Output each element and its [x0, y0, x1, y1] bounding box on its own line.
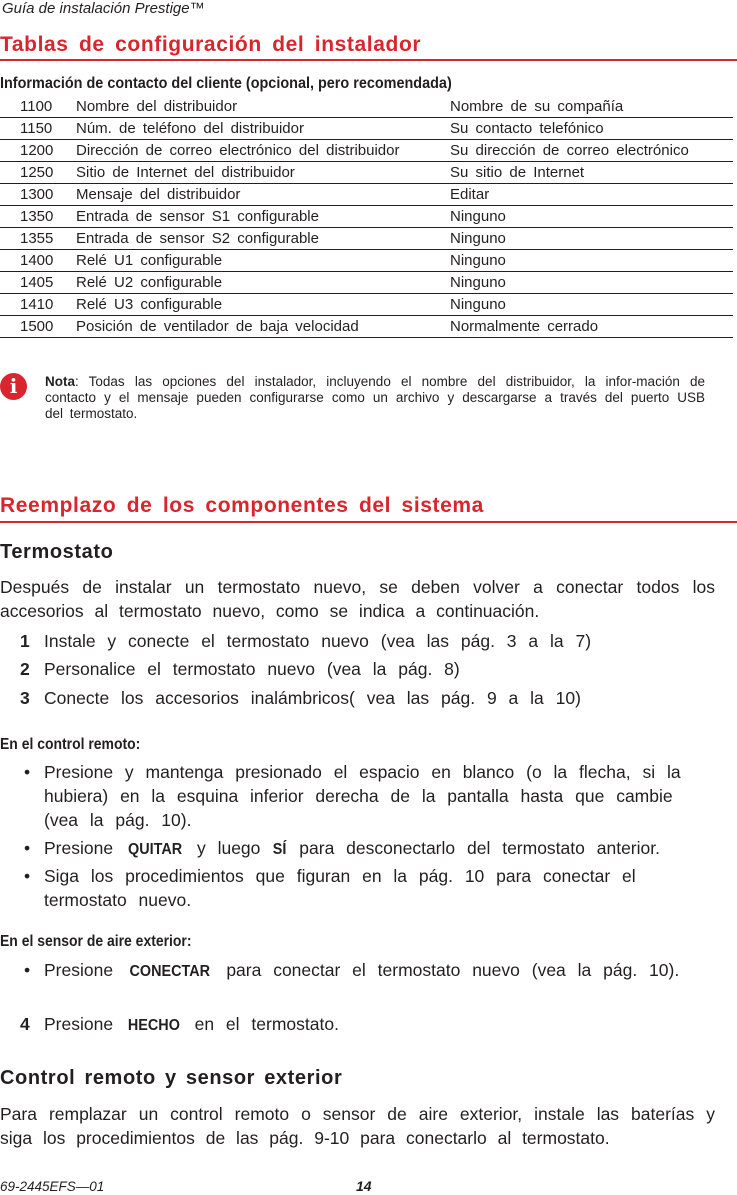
section-divider — [0, 521, 737, 523]
section-title-replacement: Reemplazo de los componentes del sistema — [0, 494, 484, 517]
step-text: Presione HECHO en el termostato. — [44, 1012, 716, 1038]
bullet-icon: • — [24, 838, 31, 858]
row-setting-name: Entrada de sensor S2 configurable — [76, 228, 450, 250]
row-code: 1400 — [0, 250, 76, 272]
bullet-icon: • — [24, 866, 31, 886]
list-item — [0, 958, 737, 1006]
table-heading: Información de contacto del cliente (opcional, pero recomendada) — [0, 75, 452, 92]
row-default-value: Su sitio de Internet — [450, 162, 733, 184]
row-default-value: Nombre de su compañía — [450, 96, 733, 118]
page-number: 14 — [356, 1178, 372, 1194]
bullet-icon: • — [24, 960, 31, 980]
row-code: 1100 — [0, 96, 76, 118]
row-setting-name: Entrada de sensor S1 configurable — [76, 206, 450, 228]
bullet-text: Presione CONECTAR para conectar el termostato nuevo (vea la pág. 10). — [44, 958, 684, 984]
row-default-value: Ninguno — [450, 250, 733, 272]
section-title-installer-tables: Tablas de configuración del instalador — [0, 33, 422, 56]
keyword-hecho: HECHO — [127, 1017, 180, 1034]
step-number: 1 — [20, 631, 30, 651]
step-number: 2 — [20, 659, 30, 679]
row-code: 1500 — [0, 316, 76, 338]
row-code: 1405 — [0, 272, 76, 294]
remote-control-heading: En el control remoto: — [0, 736, 141, 753]
list-item — [0, 629, 737, 653]
row-default-value: Ninguno — [450, 272, 733, 294]
step-text: Personalice el termostato nuevo (vea la pág. 8) — [44, 659, 460, 679]
step-number: 3 — [20, 688, 30, 708]
bullet-text: Siga los procedimientos que figuran en la pág. 10 para conectar el termostato nuevo. — [44, 866, 636, 910]
row-setting-name: Mensaje del distribuidor — [76, 184, 450, 206]
row-default-value: Ninguno — [450, 228, 733, 250]
row-code: 1250 — [0, 162, 76, 184]
list-item — [0, 760, 737, 832]
replace-line-1: Para remplazar un control remoto o sensor de aire exterior, instale las baterías y — [0, 1104, 715, 1124]
row-code: 1150 — [0, 118, 76, 140]
note-body: : Todas las opciones del instalador, incluyendo el nombre del distribuidor, la infor-mación de contacto y el mensaje pueden configurarse como un archivo y descargarse a través del puerto USB del termostato. — [45, 374, 705, 421]
note-label: Nota — [45, 374, 75, 389]
document-title: Guía de instalación Prestige™ — [2, 0, 205, 17]
list-item — [0, 657, 737, 681]
intro-line-1: Después de instalar un termostato nuevo, se deben volver a conectar todos los — [0, 577, 715, 597]
row-code: 1410 — [0, 294, 76, 316]
row-setting-name: Nombre del distribuidor — [76, 96, 450, 118]
table-row — [0, 184, 733, 206]
remote-sensor-heading: Control remoto y sensor exterior — [0, 1067, 343, 1089]
step-text: Conecte los accesorios inalámbricos( vea las pág. 9 a la 10) — [44, 688, 581, 708]
table-row — [0, 316, 733, 338]
row-default-value: Ninguno — [450, 294, 733, 316]
row-default-value: Su contacto telefónico — [450, 118, 733, 140]
table-row — [0, 162, 733, 184]
row-setting-name: Núm. de teléfono del distribuidor — [76, 118, 450, 140]
installer-config-table — [0, 96, 733, 338]
table-row — [0, 206, 733, 228]
row-code: 1200 — [0, 140, 76, 162]
row-code: 1355 — [0, 228, 76, 250]
row-setting-name: Sitio de Internet del distribuidor — [76, 162, 450, 184]
keyword-si: SÍ — [273, 841, 287, 858]
replace-line-2: siga los procedimientos de las pág. 9-10 para conectarlo al termostato. — [0, 1128, 610, 1148]
table-row — [0, 228, 733, 250]
row-default-value: Normalmente cerrado — [450, 316, 733, 338]
table-row — [0, 272, 733, 294]
row-default-value: Ninguno — [450, 206, 733, 228]
row-setting-name: Posición de ventilador de baja velocidad — [76, 316, 450, 338]
step-number: 4 — [20, 1014, 30, 1034]
list-item — [0, 836, 737, 860]
info-icon: i — [0, 373, 27, 400]
row-default-value: Editar — [450, 184, 733, 206]
thermostat-heading: Termostato — [0, 541, 114, 563]
table-row — [0, 250, 733, 272]
bullet-text: Presione QUITAR y luego SÍ para desconectarlo del termostato anterior. — [44, 836, 716, 862]
row-setting-name: Dirección de correo electrónico del distribuidor — [76, 140, 450, 162]
table-row — [0, 140, 733, 162]
row-code: 1300 — [0, 184, 76, 206]
step-text: Instale y conecte el termostato nuevo (vea las pág. 3 a la 7) — [44, 631, 592, 651]
list-item — [0, 1012, 737, 1036]
row-code: 1350 — [0, 206, 76, 228]
row-setting-name: Relé U1 configurable — [76, 250, 450, 272]
row-setting-name: Relé U2 configurable — [76, 272, 450, 294]
table-row — [0, 294, 733, 316]
note-text — [45, 374, 705, 422]
intro-line-2: accesorios al termostato nuevo, como se indica a continuación. — [0, 601, 540, 621]
bullet-icon: • — [24, 762, 31, 782]
table-row — [0, 118, 733, 140]
table-row — [0, 96, 733, 118]
row-default-value: Su dirección de correo electrónico — [450, 140, 733, 162]
bullet-text: Presione y mantenga presionado el espacio en blanco (o la flecha, si la hubiera) en la esquina inferior derecha de la pantalla hasta que cambie (vea la pág. 10). — [44, 762, 681, 830]
keyword-quitar: QUITAR — [127, 841, 183, 858]
section-divider — [0, 59, 737, 61]
row-setting-name: Relé U3 configurable — [76, 294, 450, 316]
list-item — [0, 864, 737, 912]
footer-doc-code: 69-2445EFS—01 — [0, 1179, 105, 1194]
outdoor-sensor-heading: En el sensor de aire exterior: — [0, 933, 192, 950]
keyword-conectar: CONECTAR — [129, 963, 210, 980]
list-item — [0, 686, 737, 710]
